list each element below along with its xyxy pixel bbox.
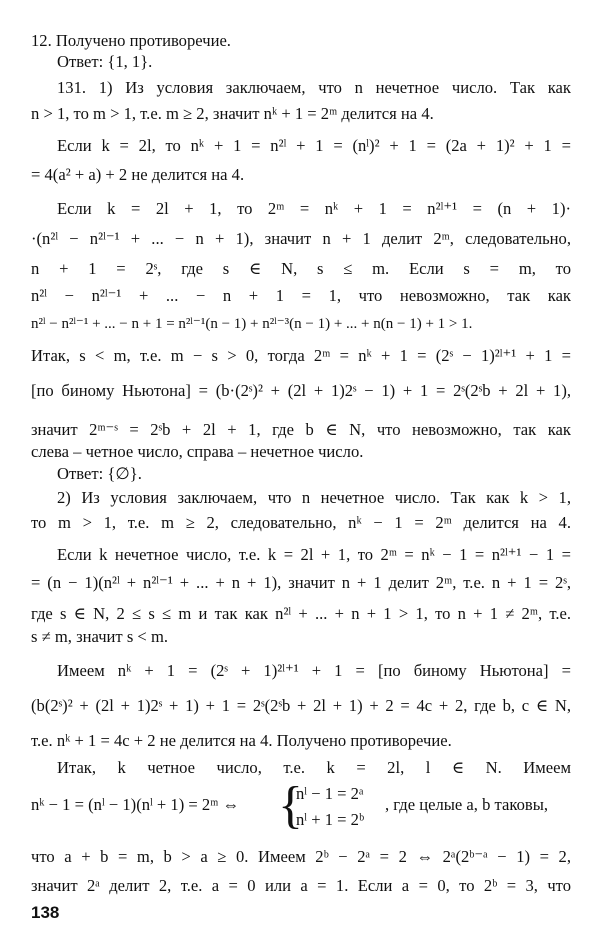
formula-line: n + 1 = 2ˢ, где s ∈ N, s ≤ m. Если s = m, то	[31, 259, 571, 278]
formula-line: где s ∈ N, 2 ≤ s ≤ m и так как n²ˡ + ... + n + 1 > 1, то n + 1 ≠ 2ᵐ, т.е.	[31, 604, 571, 623]
page-number: 138	[31, 903, 60, 922]
formula-line: Итак, s < m, т.е. m − s > 0, тогда 2ᵐ = nᵏ + 1 = (2ˢ − 1)²ˡ⁺¹ + 1 =	[31, 346, 571, 365]
formula-line: Если k = 2l + 1, то 2ᵐ = nᵏ + 1 = n²ˡ⁺¹ = (n + 1)·	[57, 199, 571, 218]
text-line: значит 2ᵃ делит 2, т.е. a = 0 или a = 1. Если a = 0, то 2ᵇ = 3, что	[31, 876, 571, 895]
formula-line: что a + b = m, b > a ≥ 0. Имеем 2ᵇ − 2ᵃ = 2 ⇔ 2ᵃ(2ᵇ⁻ᵃ − 1) = 2,	[31, 847, 571, 866]
brace-symbol: {	[278, 777, 303, 834]
formula-line: ·(n²ˡ − n²ˡ⁻¹ + ... − n + 1), значит n + 1 делит 2ᵐ, следовательно,	[31, 229, 571, 248]
formula-line: Имеем nᵏ + 1 = (2ˢ + 1)²ˡ⁺¹ + 1 = [по биному Ньютона] =	[57, 661, 571, 680]
text-line: то m > 1, т.е. m ≥ 2, следовательно, nᵏ − 1 = 2ᵐ делится на 4.	[31, 513, 571, 532]
text-line: т.е. nᵏ + 1 = 4c + 2 не делится на 4. Получено противоречие.	[31, 731, 452, 750]
answer-line: Ответ: {∅}.	[57, 464, 142, 483]
formula-line: = (n − 1)(n²ˡ + n²ˡ⁻¹ + ... + n + 1), значит n + 1 делит 2ᵐ, т.е. n + 1 = 2ˢ,	[31, 573, 571, 592]
formula-line: [по биному Ньютона] = (b·(2ˢ)² + (2l + 1)2ˢ − 1) + 1 = 2ˢ(2ˢb + 2l + 1),	[31, 381, 571, 400]
formula-line: n²ˡ − n²ˡ⁻¹ + ... − n + 1 = n²ˡ⁻¹(n − 1) + n²ˡ⁻³(n − 1) + ... + n(n − 1) + 1 > 1.	[31, 316, 473, 332]
formula-line: s ≠ m, значит s < m.	[31, 627, 168, 646]
problem-heading-line: 131. 1) Из условия заключаем, что n нечетное число. Так как	[57, 78, 571, 97]
text-line: 2) Из условия заключаем, что n нечетное число. Так как k > 1,	[57, 488, 571, 507]
text-line: слева – четное число, справа – нечетное число.	[31, 442, 364, 461]
formula-line: n²ˡ − n²ˡ⁻¹ + ... − n + 1 = 1, что невозможно, так как	[31, 286, 571, 305]
formula-line: Если k нечетное число, т.е. k = 2l + 1, то 2ᵐ = nᵏ − 1 = n²ˡ⁺¹ − 1 =	[57, 545, 571, 564]
system-row: nˡ − 1 = 2ᵃ	[296, 784, 364, 803]
formula-line: Если k = 2l, то nᵏ + 1 = n²ˡ + 1 = (nˡ)² + 1 = (2a + 1)² + 1 =	[57, 136, 571, 155]
text-line: значит 2ᵐ⁻ˢ = 2ˢb + 2l + 1, где b ∈ N, что невозможно, так как	[31, 420, 571, 439]
formula-line: nᵏ − 1 = (nˡ − 1)(nˡ + 1) = 2ᵐ ⇔	[31, 795, 240, 814]
system-row: nˡ + 1 = 2ᵇ	[296, 810, 365, 829]
text-line: , где целые a, b таковы,	[385, 795, 548, 814]
text-line: n > 1, то m > 1, т.е. m ≥ 2, значит nᵏ + 1 = 2ᵐ делится на 4.	[31, 104, 434, 123]
formula-line: (b(2ˢ)² + (2l + 1)2ˢ + 1) + 1 = 2ˢ(2ˢb + 2l + 1) + 2 = 4c + 2, где b, c ∈ N,	[31, 696, 571, 715]
text-line: 12. Получено противоречие.	[31, 31, 231, 50]
formula-line: = 4(a² + a) + 2 не делится на 4.	[31, 165, 245, 184]
answer-line: Ответ: {1, 1}.	[57, 52, 153, 71]
text-line: Итак, k четное число, т.е. k = 2l, l ∈ N. Имеем	[57, 758, 571, 777]
